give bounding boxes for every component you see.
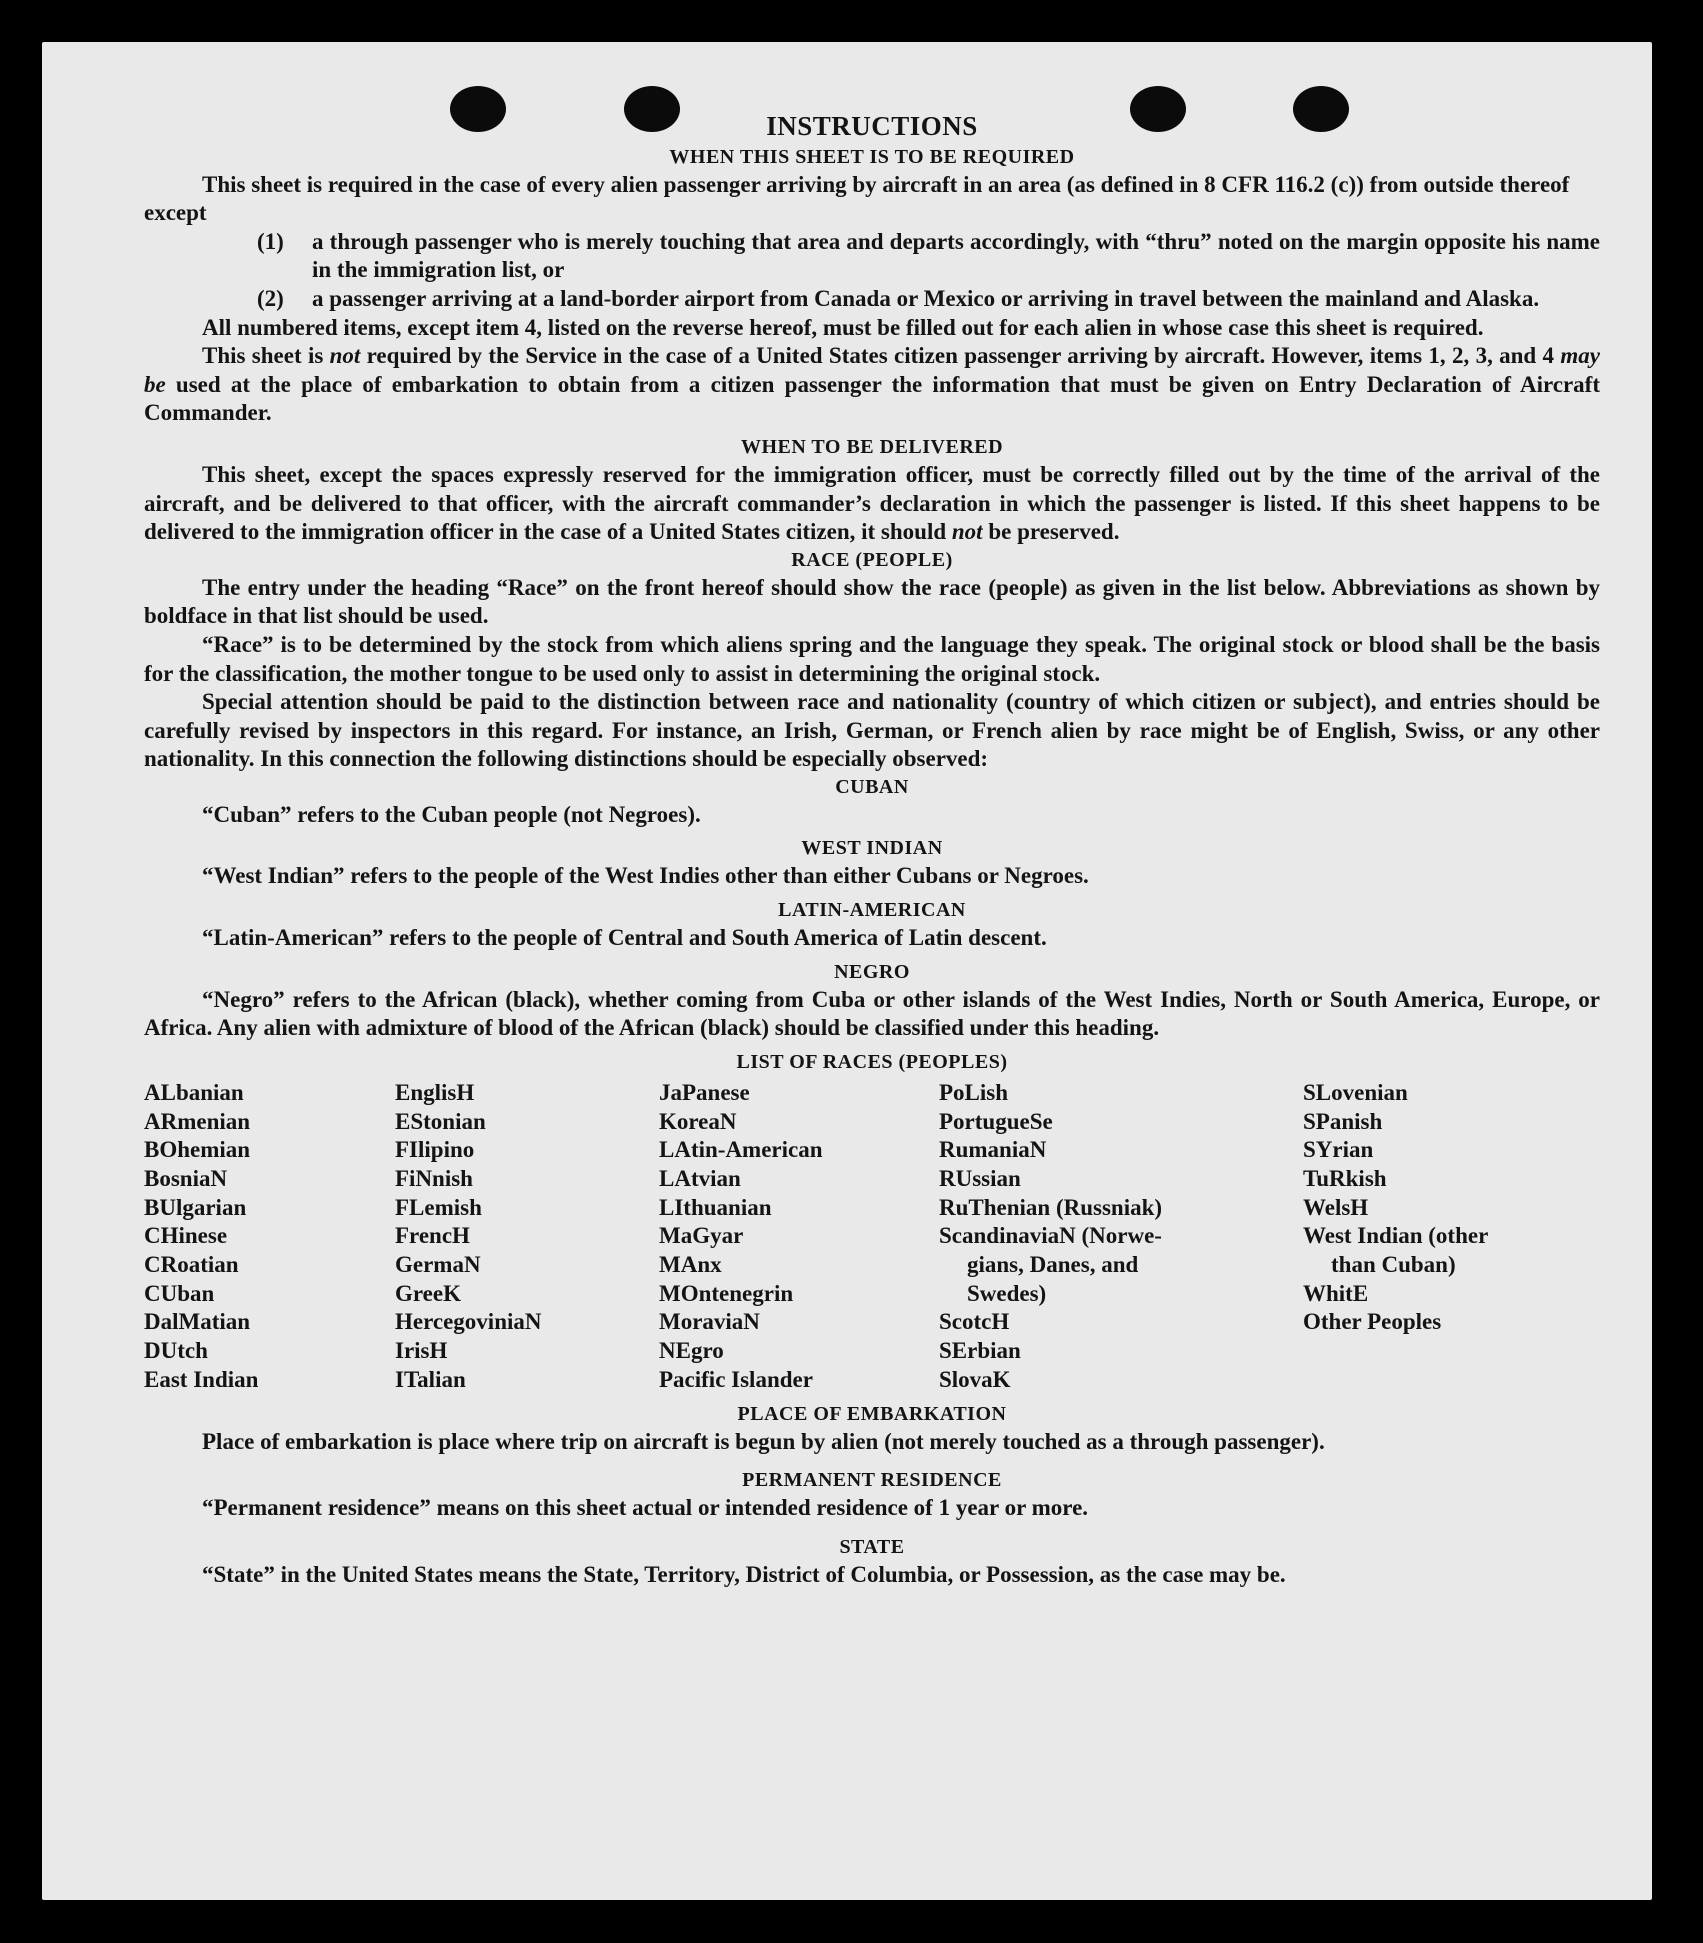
race-item: SYrian: [1303, 1137, 1374, 1163]
race-item: East Indian: [144, 1366, 259, 1392]
race-item: Swedes): [967, 1280, 1047, 1306]
paragraph: This sheet is required in the case of every alien passenger arriving by aircraft in an area (as defined in 8 CFR 116.2 (c)) from outside thereof except: [144, 171, 1570, 226]
race-item: BUlgarian: [144, 1194, 247, 1220]
race-item: JaPanese: [659, 1079, 750, 1105]
exception-item: [257, 285, 1600, 314]
heading-latin-american: LATIN-AMERICAN: [778, 899, 966, 922]
heading-list-of-races: LIST OF RACES (PEOPLES): [736, 1050, 1008, 1073]
paragraph: The entry under the heading “Race” on the front hereof should show the race (people) as given in the list below. Abbreviations as shown by boldface in that list should be used.: [144, 574, 1600, 629]
race-item: FiNnish: [395, 1165, 473, 1191]
race-item: MoraviaN: [659, 1309, 760, 1335]
exception-item: [257, 228, 1600, 285]
race-item: LIthuanian: [659, 1194, 772, 1220]
paragraph: [144, 461, 1600, 547]
exception-text: a through passenger who is merely touching that area and departs accordingly, with “thru” noted on the margin opposite his name in the immigration list, or: [312, 228, 1600, 283]
race-column: [939, 1079, 1303, 1395]
heading-race: RACE (PEOPLE): [791, 548, 953, 571]
paragraph: All numbered items, except item 4, listed on the reverse hereof, must be filled out for each alien in whose case this sheet is required.: [202, 314, 1484, 340]
italic-text: not: [951, 519, 983, 545]
race-item: MAnx: [659, 1252, 722, 1278]
race-item: GreeK: [395, 1280, 461, 1306]
text-run: This sheet is: [202, 343, 330, 369]
race-item: LAtin-American: [659, 1137, 823, 1163]
race-item: Other Peoples: [1303, 1309, 1442, 1335]
document-sheet: [42, 42, 1652, 1900]
race-item: gians, Danes, and: [967, 1252, 1139, 1278]
paragraph: “State” in the United States means the State, Territory, District of Columbia, or Possession, as the case may be.: [202, 1561, 1286, 1587]
race-list: [144, 1079, 1600, 1395]
race-item: SErbian: [939, 1338, 1021, 1364]
paragraph: “Negro” refers to the African (black), whether coming from Cuba or other islands of the West Indies, North or South America, Europe, or Africa. Any alien with admixture of blood of the African (black) should be classified under this heading.: [144, 986, 1600, 1041]
heading-permanent-residence: PERMANENT RESIDENCE: [742, 1469, 1002, 1492]
paragraph: “Race” is to be determined by the stock from which aliens spring and the language they speak. The original stock or blood shall be the basis for the classification, the mother tongue to be used only to assist in determining the original stock.: [144, 631, 1600, 686]
race-item: EnglisH: [395, 1079, 475, 1105]
race-item: LAtvian: [659, 1165, 741, 1191]
race-item: IrisH: [395, 1338, 448, 1364]
race-item: RuThenian (Russniak): [939, 1194, 1163, 1220]
paragraph: [144, 342, 1600, 428]
text-run: This sheet, except the spaces expressly reserved for the immigration officer, must be correctly filled out by the time of the arrival of the aircraft, and be delivered to that officer, with the aircraft commander’s declaration in which the passenger is listed. If this sheet happens to be delivered to the immigration officer in the case of a United States citizen, it should: [144, 461, 1600, 545]
race-item: FLemish: [395, 1194, 482, 1220]
race-item: than Cuban): [1331, 1252, 1456, 1278]
race-item: WhitE: [1303, 1280, 1369, 1306]
heading-west-indian: WEST INDIAN: [801, 837, 943, 860]
heading-negro: NEGRO: [834, 960, 910, 983]
page-title: INSTRUCTIONS: [766, 111, 978, 141]
italic-text: may be: [144, 343, 1600, 397]
race-item: TuRkish: [1303, 1165, 1387, 1191]
race-item: DalMatian: [144, 1309, 251, 1335]
paragraph: “Cuban” refers to the Cuban people (not Negroes).: [202, 801, 701, 827]
race-item: PoLish: [939, 1079, 1009, 1105]
race-item: ScandinaviaN (Norwe-: [939, 1223, 1162, 1249]
race-item: SlovaK: [939, 1366, 1011, 1392]
heading-cuban: CUBAN: [835, 775, 909, 798]
race-item: CUban: [144, 1280, 215, 1306]
heading-state: STATE: [839, 1535, 905, 1558]
race-item: MOntenegrin: [659, 1280, 794, 1306]
race-item: DUtch: [144, 1338, 208, 1364]
race-item: West Indian (other: [1303, 1223, 1489, 1249]
race-item: MaGyar: [659, 1223, 744, 1249]
race-item: KoreaN: [659, 1108, 737, 1134]
paragraph: Special attention should be paid to the distinction between race and nationality (country of which citizen or subject), and entries should be carefully revised by inspectors in this regard. For instance, an Irish, German, or French alien by race might be of English, Swiss, or any other nationality. In this connection the following distinctions should be especially observed:: [144, 689, 1600, 772]
paragraph: “Latin-American” refers to the people of Central and South America of Latin descent.: [202, 925, 1047, 951]
heading-place-of-embarkation: PLACE OF EMBARKATION: [737, 1402, 1007, 1425]
paragraph: Place of embarkation is place where trip on aircraft is begun by alien (not merely touched as a through passenger).: [202, 1428, 1325, 1454]
heading-when-delivered: WHEN TO BE DELIVERED: [740, 435, 1004, 458]
race-item: RumaniaN: [939, 1137, 1047, 1163]
race-item: FrencH: [395, 1223, 470, 1249]
race-item: BosniaN: [144, 1165, 228, 1191]
heading-when-required: WHEN THIS SHEET IS TO BE REQUIRED: [669, 145, 1075, 168]
exception-text: a passenger arriving at a land-border airport from Canada or Mexico or arriving in travel between the mainland and Alaska.: [312, 285, 1540, 311]
race-item: RUssian: [939, 1165, 1021, 1191]
race-item: SPanish: [1303, 1108, 1383, 1134]
text-run: used at the place of embarkation to obtain from a citizen passenger the information that must be given on Entry Declaration of Aircraft Commander.: [144, 371, 1600, 426]
race-item: Pacific Islander: [659, 1366, 813, 1392]
race-item: HercegoviniaN: [395, 1309, 542, 1335]
instructions-content: [144, 112, 1600, 1589]
race-item: BOhemian: [144, 1137, 251, 1163]
exception-number: (1): [257, 228, 284, 254]
text-run: required by the Service in the case of a United States citizen passenger arriving by aircraft. However, items 1, 2, 3, and 4: [360, 343, 1561, 369]
race-item: CHinese: [144, 1223, 228, 1249]
race-column: [395, 1079, 659, 1395]
race-item: PortugueSe: [939, 1108, 1053, 1134]
race-column: [144, 1079, 395, 1395]
race-item: NEgro: [659, 1338, 724, 1364]
paragraph: “Permanent residence” means on this sheet actual or intended residence of 1 year or more.: [202, 1495, 1089, 1521]
race-item: WelsH: [1303, 1194, 1369, 1220]
race-item: FIlipino: [395, 1137, 475, 1163]
race-item: EStonian: [395, 1108, 486, 1134]
race-column: [1303, 1079, 1600, 1395]
race-item: SLovenian: [1303, 1079, 1408, 1105]
race-item: ARmenian: [144, 1108, 251, 1134]
race-item: ITalian: [395, 1366, 466, 1392]
race-item: ScotcH: [939, 1309, 1010, 1335]
race-item: CRoatian: [144, 1252, 239, 1278]
italic-text: not: [329, 343, 361, 369]
race-item: ALbanian: [144, 1079, 244, 1105]
exception-number: (2): [257, 285, 284, 311]
text-run: be preserved.: [982, 519, 1120, 545]
paragraph: “West Indian” refers to the people of the West Indies other than either Cubans or Negroes.: [202, 863, 1089, 889]
race-column: [659, 1079, 939, 1395]
race-item: GermaN: [395, 1252, 481, 1278]
